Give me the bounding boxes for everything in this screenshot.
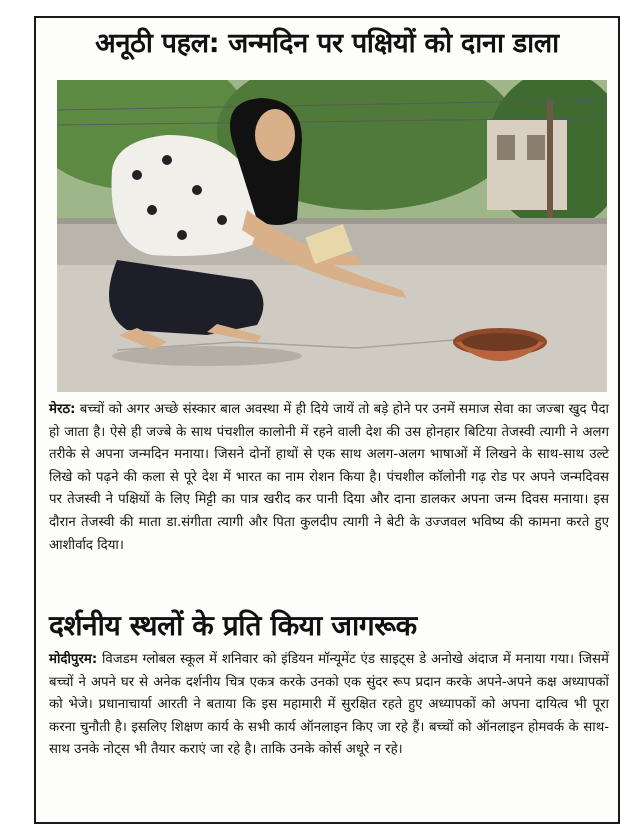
article-body: विजडम ग्लोबल स्कूल में शनिवार को इंडियन मॉन्यूमेंट एंड साइट्स डे अनोखे अंदाज में मनाया गया। जिसमें बच्चों ने अपने घर से अनेक दर्शनीय चित्र एकत्र करके उनको एक सुंदर रूप प्रदान करके अपने-अपने कक्ष अध्यापकों को भेजे। प्रधानाचार्या आरती ने बताया कि इस महामारी में सुरक्षित रहते हुए अध्यापकों को अपना दायित्व भी पूरा करना चुनौती है। इसलिए शिक्षण कार्य के सभी कार्य ऑनलाइन किए जा रहे हैं। बच्चों को ऑनलाइन होमवर्क के साथ-साथ उनके नोट्स भी तैयार कराएं जा रहे है। ताकि उनके कोर्स अधूरे न रहे।	[49, 652, 609, 758]
news-photo	[57, 80, 607, 392]
clay-pot-inside	[462, 333, 538, 351]
shirt-print	[177, 230, 187, 240]
photo-girl-feeding-birds	[57, 80, 607, 392]
girl-face	[255, 109, 295, 161]
shirt-print	[192, 185, 202, 195]
building	[487, 120, 567, 210]
article-birthday	[49, 399, 609, 607]
headline: अनूठी पहल: जन्मदिन पर पक्षियों को दाना डाला	[95, 28, 559, 59]
shirt-print	[132, 170, 142, 180]
shirt-print	[217, 215, 227, 225]
building-window	[497, 135, 515, 160]
subheadline: दर्शनीय स्थलों के प्रति किया जागरूक	[49, 609, 417, 642]
shirt-print	[162, 155, 172, 165]
article-monuments	[49, 649, 609, 821]
article-body: बच्चों को अगर अच्छे संस्कार बाल अवस्था में ही दिये जायें तो बड़े होने पर उनमें समाज सेवा का जज्बा खुद पैदा हो जाता है। ऐसे ही जज्बे के साथ पंचशील कालोनी में रहने वाली देश की उस होनहार बिटिया तेजस्वी त्यागी ने अलग तरीके से अपना जन्मदिन मनाया। जिसने दोनों हाथों से एक साथ अलग-अलग भाषाओं में लिखने के साथ-साथ उल्टे लिखे को पढ़ने की कला से पूरे देश में भारत का नाम रोशन किया है। पंचशील कॉलोनी गढ़ रोड पर अपने जन्मदिवस पर तेजस्वी ने पक्षियों के लिए मिट्टी का पात्र खरीद कर पानी दिया और दाना डालकर अपना जन्म दिवस मनाया। इस दौरान तेजस्वी की माता डा.संगीता त्यागी और पिता कुलदीप त्यागी ने बेटी के उज्जवल भविष्य की कामना करते हुए आशीर्वाद दिया।	[49, 402, 609, 553]
building-window	[527, 135, 545, 160]
dateline-meerut: मेरठ:	[49, 402, 76, 417]
shirt-print	[147, 205, 157, 215]
dateline-modipuram: मोदीपुरम:	[49, 652, 98, 667]
news-clipping	[34, 16, 620, 824]
shadow	[112, 346, 302, 366]
